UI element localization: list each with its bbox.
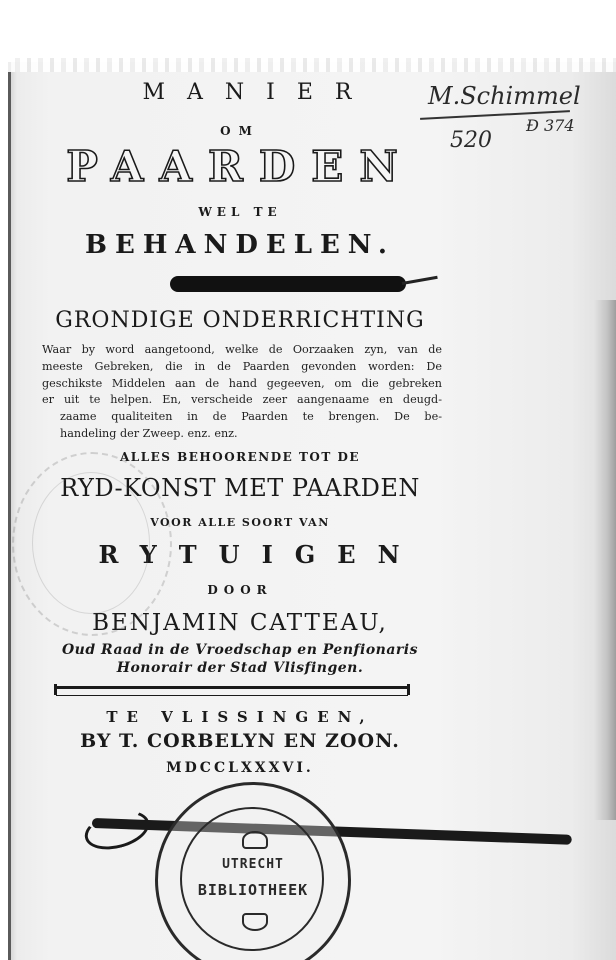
description-line: er uit te helpen. En, verscheide zeer aangenaame en deugd- [42, 393, 442, 407]
description-paragraph [42, 342, 442, 443]
imprint-publisher: BY T. CORBELYN EN ZOON. [80, 730, 400, 752]
description-line: handeling der Zweep. enz. enz. [60, 426, 238, 440]
stamp-line-2: BIBLIOTHEEK [197, 881, 309, 899]
stamp-ornament-icon [242, 831, 268, 849]
rytuigen-line: RYTUIGEN [98, 540, 422, 569]
handwritten-mark-1: 520 [450, 128, 492, 153]
title-line-1: MANIER [142, 80, 374, 105]
page-shadow [594, 300, 616, 820]
ink-censor-bar [170, 276, 406, 292]
title-line-3: PAARDEN [66, 142, 414, 191]
description-line: meeste Gebreken, die in de Paarden gevonden worden: De [42, 359, 442, 373]
imprint-place: TE VLISSINGEN, [106, 708, 374, 726]
description-line: zaame qualiteiten in de Paarden te brengen. De be- [60, 410, 442, 424]
faded-stamp-inner-ring [32, 472, 150, 614]
description-line: geschikste Middelen aan de hand gegeeven, om die gebreken [42, 376, 442, 390]
author-title-2: Honorair der Stad Vlisfingen. [116, 660, 364, 676]
alles-line: ALLES BEHOORENDE TOT DE [119, 450, 361, 464]
faded-library-stamp [12, 452, 172, 636]
title-line-2: OM [220, 124, 260, 138]
imprint-year: MDCCLXXXVI. [166, 760, 314, 776]
handwritten-mark-2: Ð 374 [526, 116, 575, 135]
handwritten-owner: M.Schimmel [428, 82, 581, 110]
stamp-ornament-icon [242, 913, 268, 931]
stamp-line-1: UTRECHT [222, 857, 284, 872]
title-line-4: WEL TE [198, 205, 282, 219]
decorative-rule [56, 686, 408, 696]
title-line-5: BEHANDELEN. [85, 230, 395, 260]
door-line: DOOR [207, 583, 273, 597]
voor-line: VOOR ALLE SOORT VAN [150, 516, 330, 529]
rydkonst-line: RYD-KONST MET PAARDEN [60, 474, 420, 502]
author-title-1: Oud Raad in de Vroedschap en Penfionaris [61, 642, 419, 658]
torn-top-edge [8, 58, 616, 72]
author-name: BENJAMIN CATTEAU, [92, 610, 388, 636]
description-line: Waar by word aangetoond, welke de Oorzaaken zyn, van de [42, 343, 442, 356]
subtitle: GRONDIGE ONDERRICHTING [55, 308, 425, 333]
